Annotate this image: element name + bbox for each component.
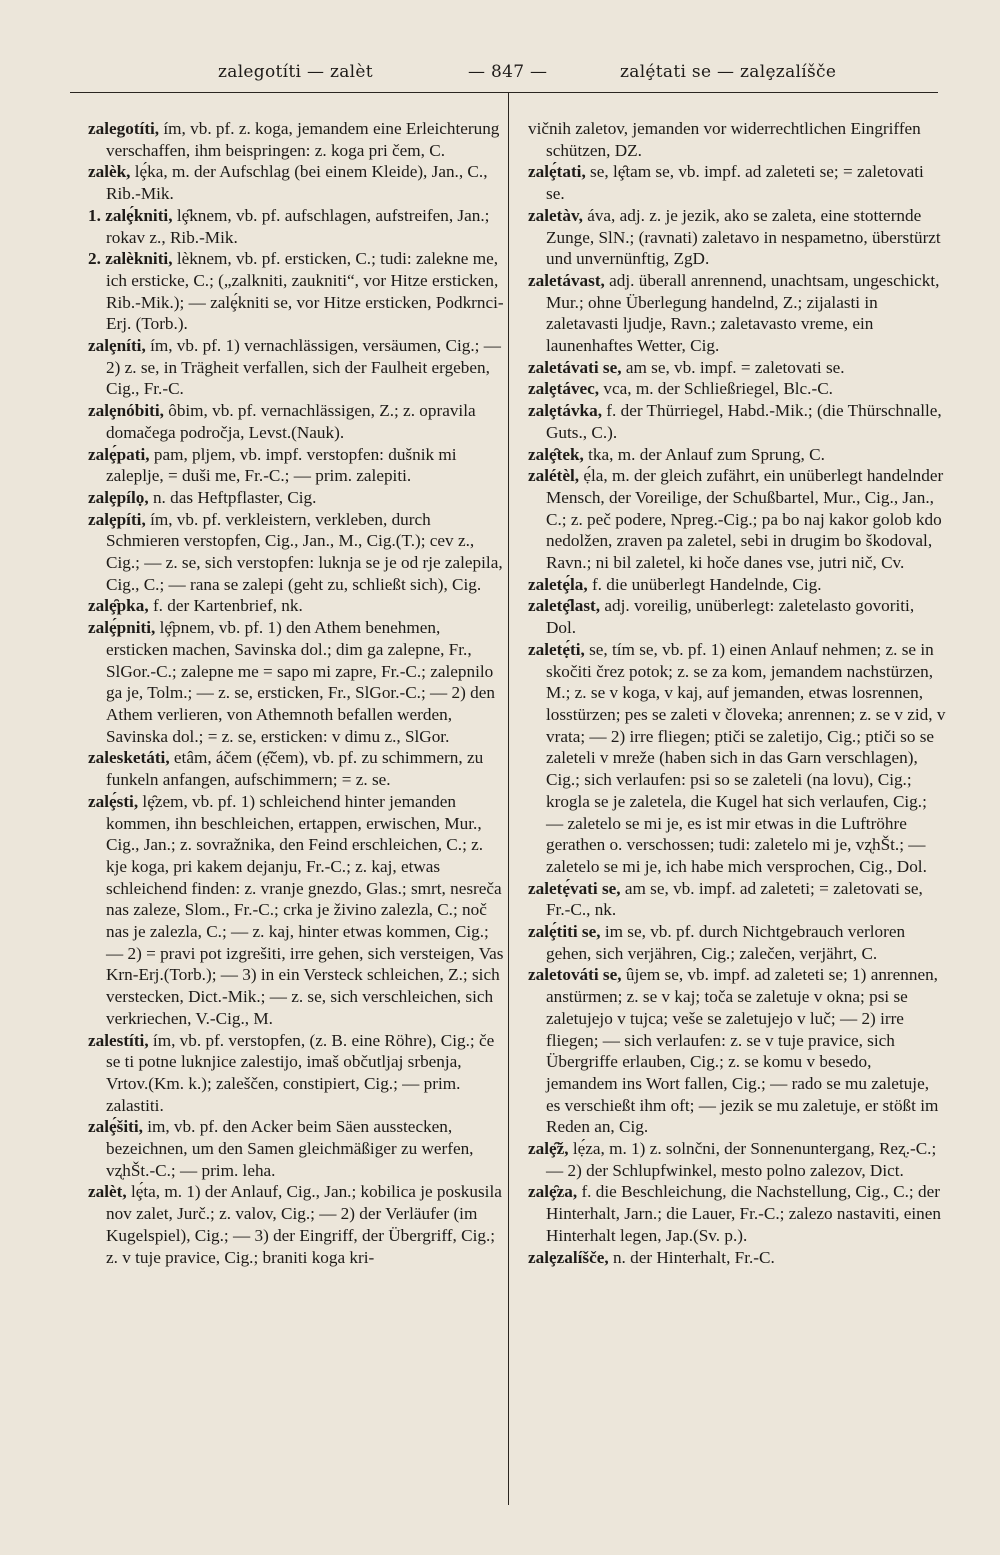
entry-definition: vca, m. der Schließriegel, Blc.-C. <box>603 379 833 399</box>
entry-headword: zalétèl, <box>528 466 580 486</box>
entry-definition: ûjem se, vb. impf. ad zaleteti se; 1) anrennen, anstürmen; z. se v kaj; toča se zaletuje v okna; psi se zaletujejo v tujca; veše se zaletujejo v luč; — 2) irre fliegen; — sich verlaufen: z. se v tuje pravice, sich Übergriffe erlauben, Cig.; z. se komu v besedo, jemandem ins Wort fallen, Cig.; — rado se mu zaletuje, es verschießt ihm oft; — jezik se mu zaletuje, er stößt im Reden an, Cig. <box>546 965 939 1137</box>
dictionary-entry <box>528 378 946 400</box>
entry-definition: etâm, áčem (ẹ̑čem), vb. pf. zu schimmern, zu funkeln anfangen, aufschimmern; = z. se. <box>106 748 484 790</box>
entry-headword: zalȩ́titi se, <box>528 922 601 942</box>
dictionary-entry <box>528 964 946 1138</box>
entry-definition: n. das Heftpflaster, Cig. <box>152 487 317 507</box>
entry-definition: f. die unüberlegt Handelnde, Cig. <box>591 574 822 594</box>
entry-headword: zalȩnóbiti, <box>88 401 164 421</box>
dictionary-entry <box>88 400 506 443</box>
dictionary-entry <box>88 335 506 400</box>
dictionary-entry <box>88 118 506 161</box>
entry-headword: zaletováti se, <box>528 965 622 985</box>
entry-definition: lẹ́za, m. 1) z. solnčni, der Sonnenuntergang, Reʐ.-C.; — 2) der Schlupfwinkel, mesto polno zalezov, Dict. <box>546 1139 937 1180</box>
entry-definition: lȩ̑zem, vb. pf. 1) schleichend hinter jemanden kommen, ihn beschleichen, ertappen, erwischen, Mur., Cig., Jan.; z. sovražnika, den Feind erschleichen, C.; z. kje koga, pri kakem dejanju, Fr.-C.; z. kaj, etwas schleichend finden: z. vranje gnezdo, Glas.; smrt, nesreča nas zaleze, Slom., Fr.-C.; crka je živino zalezla, C.; noč nas je zalezla, C.; — z. kaj, hinter etwas kommen, Cig.; — 2) = pravi pot izgrešiti, irre gehen, sich versteigen, Vas Krn-Erj.(Torb.); — 3) in ein Versteck schleichen, Z.; sich verstecken, Dict.-Mik.; — z. se, sich verschleichen, sich verkriechen, V.-Cig., M. <box>106 791 504 1028</box>
entry-definition: lȩ̑knem, vb. pf. aufschlagen, aufstreifen, Jan.; rokav z., Rib.-Mik. <box>106 205 490 247</box>
entry-headword: zaletȩ́la, <box>528 574 588 594</box>
entry-headword: zalȩ̑pka, <box>88 596 149 616</box>
dictionary-entry <box>528 444 946 466</box>
dictionary-entry <box>88 509 506 596</box>
entry-definition: ẹ́la, m. der gleich zufährt, ein unüberlegt handelnder Mensch, der Voreilige, der Schußbartel, Mur., Cig., Jan., C.; z. peč podere, Npreg.-Cig.; pa bo naj kakor golob kdo nedolžen, zraven pa zaletel, sebi in drugim bo škodoval, Ravn.; ni bil zaletel, ki hoče danes vse, jutri nič, Cv. <box>546 466 944 573</box>
entry-headword: zaletẹ́ti, <box>528 639 585 659</box>
entry-headword: zalestíti, <box>88 1030 149 1050</box>
entry-definition: ôbim, vb. pf. vernachlässigen, Z.; z. opravila domačega področja, Levst.(Nauk). <box>106 401 476 442</box>
entry-headword: zalegotíti, <box>88 119 160 138</box>
entry-definition: adj. überall anrennend, unachtsam, ungeschickt, Mur.; ohne Überlegung handelnd, Z.; zijalasti in zaletavasti ljudje, Ravn.; zaletavasto vreme, ein launenhaftes Wetter, Cig. <box>546 270 940 356</box>
entry-definition: ím, vb. pf. verkleistern, verkleben, durch Schmieren verstopfen, Cig., Jan., M., Cig.(T.); cev z., Cig.; — z. se, sich verstopfen: luknja se je od rje zalepila, Cig., C.; — rana se zalepi (geht zu, schließt sich), Cig. <box>106 509 503 594</box>
entry-definition: lȩ́ta, m. 1) der Anlauf, Cig., Jan.; kobilica je poskusila nov zalet, Jurč.; z. valov, Cig.; — 2) der Verläufer (im Kugelspiel), Cig.; — 3) der Eingriff, der Übergriff, Cig.; z. v tuje pravice, Cig.; braniti koga kri- <box>106 1182 502 1267</box>
header-left-guide-words: zalegotíti — zalèt <box>218 62 373 82</box>
entry-headword: zaletávast, <box>528 270 605 290</box>
dictionary-entry <box>528 357 946 379</box>
entry-headword: zaletàv, <box>528 205 583 225</box>
entry-headword: zalȩpílọ, <box>88 487 149 507</box>
entry-headword: zalȩ́pniti, <box>88 618 156 638</box>
dictionary-entry <box>88 444 506 487</box>
entry-headword: zalȩ̑za, <box>528 1182 578 1202</box>
entry-headword: zalȩ́pati, <box>88 444 150 464</box>
dictionary-entry <box>88 791 506 1030</box>
dictionary-entry <box>528 205 946 270</box>
entry-headword: zalȩ́sti, <box>88 791 139 811</box>
entry-headword: zalèk, <box>88 162 131 182</box>
dictionary-entry <box>528 161 946 204</box>
entry-headword: zalèt, <box>88 1182 127 1202</box>
entry-headword: zaletávati se, <box>528 357 622 377</box>
entry-headword: zalesketáti, <box>88 748 170 768</box>
entry-headword: zalȩ́šiti, <box>88 1117 143 1137</box>
entry-definition: am se, vb. impf. = zaletovati se. <box>625 357 845 377</box>
entry-definition: f. der Thürriegel, Habd.-Mik.; (die Thürschnalle, Guts., C.). <box>546 401 942 442</box>
dictionary-entry <box>528 118 946 161</box>
entry-definition: lèknem, vb. pf. ersticken, C.; tudi: zalekne me, ich ersticke, C.; („zalkniti, zaukniti“, vor Hitze ersticken, Rib.-Mik.); — zalȩ́kniti se, vor Hitze ersticken, Podkrnci-Erj. (Torb.). <box>106 249 504 334</box>
entry-definition: pam, pljem, vb. impf. verstopfen: dušnik mi zaleplje, = duši me, Fr.-C.; — prim. zalepiti. <box>106 444 457 486</box>
dictionary-entry <box>88 248 506 335</box>
dictionary-entry <box>528 639 946 878</box>
entry-definition: ím, vb. pf. verstopfen, (z. B. eine Röhre), Cig.; če se ti potne luknjice zalestijo, imaš občutljaj srbenja, Vrtov.(Km. k.); zaleščen, constipiert, Cig.; — prim. zalastiti. <box>106 1030 495 1115</box>
entry-definition: áva, adj. z. je jezik, ako se zaleta, eine stotternde Zunge, SlN.; (ravnati) zaletavo in nespametno, überstürzt und unvernünftig, ZgD. <box>546 205 941 269</box>
dictionary-entry <box>528 878 946 921</box>
entry-definition: n. der Hinterhalt, Fr.-C. <box>612 1247 775 1267</box>
dictionary-entry <box>88 1181 506 1268</box>
right-column <box>528 118 946 1268</box>
entry-headword: 2. zalèkniti, <box>88 249 173 269</box>
entry-headword: zalȩ́tati, <box>528 162 586 182</box>
dictionary-entry <box>528 574 946 596</box>
entry-headword: zalȩpíti, <box>88 509 146 529</box>
dictionary-entry <box>88 205 506 248</box>
dictionary-entry <box>88 161 506 204</box>
header-rule <box>70 92 938 93</box>
entry-headword: zalȩzalíšče, <box>528 1247 609 1267</box>
dictionary-entry <box>528 1138 946 1181</box>
entry-headword: zalȩtávec, <box>528 379 600 399</box>
dictionary-entry <box>528 595 946 638</box>
header-right-guide-words: zalȩ́tati se — zalȩzalíšče <box>620 62 837 82</box>
entry-headword: zaletẹ́vati se, <box>528 878 621 898</box>
entry-definition: f. die Beschleichung, die Nachstellung, Cig., C.; der Hinterhalt, Jarn.; die Lauer, Fr.-C.; zalezo nastaviti, einen Hinterhalt legen, Jap.(Sv. p.). <box>546 1182 941 1245</box>
entry-headword: zalȩ̑ž, <box>528 1139 569 1159</box>
entry-headword: zalȩtávka, <box>528 401 602 421</box>
dictionary-entry <box>88 1116 506 1181</box>
entry-definition: ím, vb. pf. z. koga, jemandem eine Erleichterung verschaffen, ihm beispringen: z. koga pri čem, C. <box>106 119 500 160</box>
dictionary-entry <box>528 1247 946 1269</box>
dictionary-entry <box>88 595 506 617</box>
entry-definition: se, tím se, vb. pf. 1) einen Anlauf nehmen; z. se in skočiti črez potok; z. se za kom, jemandem nachstürzen, M.; z. se v koga, v kaj, auf jemanden, etwas losrennen, losstürzen; pes se zaleti v človeka; anrennen; z. se v zid, v vrata; — 2) irre fliegen; ptiči se zaletijo, Cig.; ptiči so se zaleteli v mreže (haben sich in das Garn verschlagen), Cig.; sich verlaufen: psi so se zaleteli (na lovu), Cig.; krogla se je zaletela, die Kugel hat sich verlaufen, Cig.; — zaletelo se mi je, es ist mir etwas in die Luftröhre gerathen o. verschossen; tudi: zaletelo mi je, vʐhŠt.; — zaletelo se mi je, ich habe mich versprochen, Cig., Dol. <box>546 639 946 876</box>
dictionary-entry <box>88 487 506 509</box>
entry-definition: lȩ́ka, m. der Aufschlag (bei einem Kleide), Jan., C., Rib.-Mik. <box>106 162 488 204</box>
entry-definition: ím, vb. pf. 1) vernachlässigen, versäumen, Cig.; — 2) z. se, in Trägheit verfallen, sich der Faulheit ergeben, Cig., Fr.-C. <box>106 336 501 399</box>
entry-definition: vičnih zaletov, jemanden vor widerrechtlichen Eingriffen schützen, DZ. <box>528 119 921 160</box>
dictionary-entry <box>528 465 946 574</box>
dictionary-entry <box>528 1181 946 1246</box>
column-divider <box>508 92 509 1505</box>
entry-definition: im, vb. pf. den Acker beim Säen ausstecken, bezeichnen, um den Samen gleichmäßiger zu werfen, vʐhŠt.-C.; — prim. leha. <box>106 1117 474 1180</box>
running-header <box>70 62 938 88</box>
entry-headword: zalȩníti, <box>88 336 146 356</box>
entry-definition: lȩ̑pnem, vb. pf. 1) den Athem benehmen, ersticken machen, Savinska dol.; dim ga zalepne, Fr., SlGor.-C.; zalepne me = sapo mi zapre, Fr.-C.; zalepnilo ga je, Tolm.; — z. se, ersticken, Fr., SlGor.-C.; — 2) den Athem verlieren, von Athemnoth befallen werden, Savinska dol.; = z. se, ersticken: v dimu z., SlGor. <box>106 618 495 746</box>
entry-definition: am se, vb. impf. ad zaleteti; = zaletovati se, Fr.-C., nk. <box>546 878 923 920</box>
entry-definition: adj. voreilig, unüberlegt: zaletelasto govoriti, Dol. <box>546 596 915 638</box>
entry-headword: zaletȩ̑last, <box>528 596 601 616</box>
dictionary-entry <box>528 270 946 357</box>
dictionary-entry <box>528 400 946 443</box>
left-column <box>88 118 506 1268</box>
dictionary-entry <box>88 1030 506 1117</box>
entry-definition: f. der Kartenbrief, nk. <box>152 596 303 616</box>
dictionary-entry <box>88 617 506 747</box>
entry-definition: tka, m. der Anlauf zum Sprung, C. <box>588 444 825 464</box>
entry-definition: im se, vb. pf. durch Nichtgebrauch verloren gehen, sich verjähren, Cig.; zalečen, verjährt, C. <box>546 922 906 963</box>
entry-headword: 1. zalȩ́kniti, <box>88 205 173 225</box>
entry-definition: se, lȩ̑tam se, vb. impf. ad zaleteti se; = zaletovati se. <box>546 162 924 204</box>
page-number: — 847 — <box>468 62 548 82</box>
dictionary-entry <box>88 747 506 790</box>
dictionary-entry <box>528 921 946 964</box>
entry-headword: zalȩ̑tek, <box>528 444 584 464</box>
